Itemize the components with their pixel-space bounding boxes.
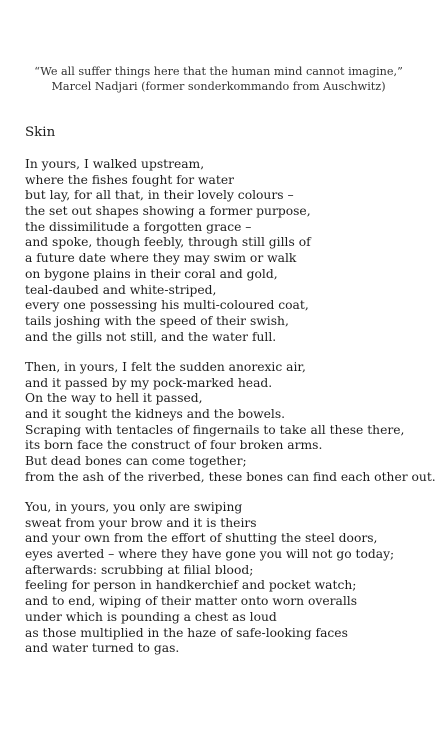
poem-line: the set out shapes showing a former purpose, (25, 204, 311, 219)
poem-line: In yours, I walked upstream, (25, 157, 205, 171)
poem-line: You, in yours, you only are swiping (25, 500, 243, 514)
poem-line: the dissimilitude a forgotten grace – (25, 219, 252, 234)
poem-line: and it sought the kidneys and the bowels. (25, 407, 286, 422)
epigraph-attribution: Marcel Nadjari (former sonderkommando from Auschwitz) (51, 80, 386, 93)
poem-line: feeling for person in handkerchief and pocket watch; (25, 578, 357, 593)
poem-title: Skin (25, 125, 56, 140)
stanza-3 (25, 500, 430, 657)
poem-line: a future date where they may swim or walk (25, 251, 297, 266)
poem-line: and your own from the effort of shutting the steel doors, (25, 531, 378, 546)
poem-line: eyes averted – where they have gone you will not go today; (25, 547, 395, 562)
poem-line: its born face the construct of four broken arms. (25, 438, 323, 453)
poem-line: afterwards: scrubbing at filial blood; (25, 562, 254, 577)
poem-line: and it passed by my pock-marked head. (25, 375, 273, 390)
poem-line: and to end, wiping of their matter onto worn overalls (25, 594, 358, 609)
poem-line: and water turned to gas. (25, 641, 180, 656)
poem-line: teal-daubed and white-striped, (25, 282, 217, 297)
poem-line: from the ash of the riverbed, these bones can find each other out. (25, 469, 436, 484)
stanza-2 (25, 360, 436, 486)
poem-line: on bygone plains in their coral and gold, (25, 266, 278, 281)
poem-line: under which is pounding a chest as loud (25, 609, 277, 624)
poem-line: and spoke, though feebly, through still gills of (25, 235, 311, 250)
poem-line: Scraping with tentacles of fingernails to take all these there, (25, 422, 405, 437)
stanza-1 (25, 157, 430, 345)
poem-line: But dead bones can come together; (25, 454, 247, 469)
poem-line: tails joshing with the speed of their swish, (25, 313, 289, 328)
poem-line: and the gills not still, and the water full. (25, 329, 277, 344)
epigraph (0, 64, 437, 94)
poem-line: as those multiplied in the haze of safe-looking faces (25, 625, 348, 640)
poem-line: sweat from your brow and it is theirs (25, 515, 257, 530)
poem-line: but lay, for all that, in their lovely colours – (25, 188, 294, 203)
poem-line: where the fishes fought for water (25, 172, 234, 187)
poem-line: Then, in yours, I felt the sudden anorexic air, (25, 360, 306, 374)
poem-line: every one possessing his multi-coloured coat, (25, 298, 309, 313)
poem-line: On the way to hell it passed, (25, 391, 203, 406)
epigraph-quote: “We all suffer things here that the human mind cannot imagine,” (34, 65, 403, 78)
